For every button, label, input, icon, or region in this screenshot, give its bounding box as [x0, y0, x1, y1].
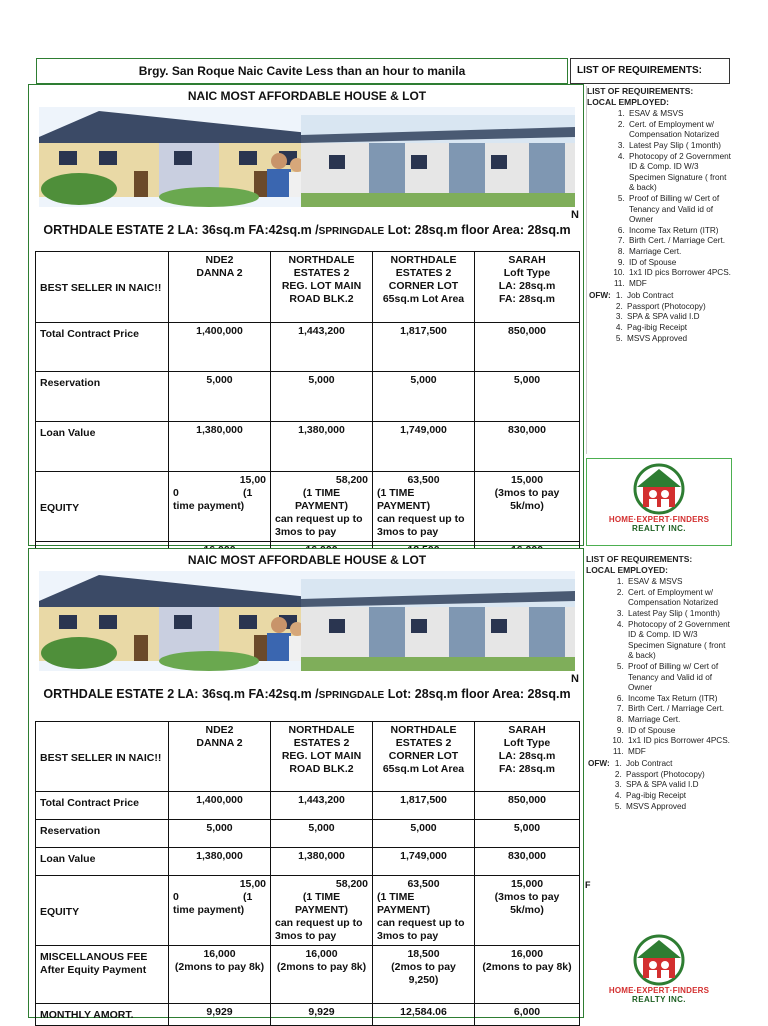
list-item: 6. Income Tax Return (ITR): [627, 226, 732, 237]
cell-value: 1,380,000: [271, 422, 373, 472]
house-photo: [39, 107, 575, 207]
list-item: 9. ID of Spouse: [626, 726, 732, 737]
list-item: 10. 1x1 ID pics Borrower 4PCS.: [627, 268, 732, 279]
best-seller-label: BEST SELLER IN NAIC!!: [36, 722, 169, 792]
col-header-danna: NDE2 DANNA 2: [169, 252, 271, 323]
list-item: 4. Pag-ibig Receipt: [624, 791, 705, 802]
cell-value: 5,000: [475, 372, 580, 422]
house-photo: [39, 571, 575, 671]
flyer-top: [28, 84, 584, 546]
row-label: Reservation: [36, 372, 169, 422]
price-table: [35, 251, 580, 563]
col-header-northdale-corner: NORTHDALE ESTATES 2 CORNER LOT 65sq.m Lot Area: [373, 252, 475, 323]
list-item: 8. Marriage Cert.: [626, 715, 732, 726]
requirements-panel: [586, 86, 732, 454]
logo-company-sub: REALTY INC.: [632, 524, 686, 533]
cell-value: 9,929: [271, 1004, 373, 1026]
cell-value: 850,000: [475, 792, 580, 820]
list-item: 3. SPA & SPA valid I.D: [625, 312, 706, 323]
photo-edge-letter: N: [571, 209, 579, 221]
price-table: [35, 721, 580, 1026]
list-item: 8. Marriage Cert.: [627, 247, 732, 258]
row-label: Loan Value: [36, 848, 169, 876]
cell-value: 5,000: [169, 820, 271, 848]
estate-spec-line: ORTHDALE ESTATE 2 LA: 36sq.m FA:42sq.m /SPRINGDALE Lot: 28sq.m floor Area: 28sq.m: [43, 223, 571, 237]
cell-value: 830,000: [475, 422, 580, 472]
list-item: 3. Latest Pay Slip ( 1month): [627, 141, 732, 152]
table-row: [36, 472, 580, 542]
ofw-label: OFW:: [589, 291, 611, 301]
row-label: Total Contract Price: [36, 323, 169, 372]
local-employed-title: LOCAL EMPLOYED:: [586, 564, 669, 575]
list-item: 7. Birth Cert. / Marriage Cert.: [627, 236, 732, 247]
cell-value: 830,000: [475, 848, 580, 876]
cell-value: 5,000: [373, 372, 475, 422]
ofw-section: [586, 759, 732, 812]
ofw-requirements-list: [625, 291, 706, 344]
ofw-section: [587, 291, 732, 344]
cell-value: 1,380,000: [169, 848, 271, 876]
list-item: 11. MDF: [626, 747, 732, 758]
list-item: 4. Pag-ibig Receipt: [625, 323, 706, 334]
cell-value: 1,380,000: [169, 422, 271, 472]
logo-company-name: HOME·EXPERT·FINDERS: [608, 986, 710, 995]
house-logo-icon: [627, 934, 691, 986]
list-item: 1. Job Contract: [624, 759, 705, 770]
cell-value: 58,200 (1 TIME PAYMENT) can request up to 3mos to pay: [271, 472, 373, 542]
table-row: [36, 848, 580, 876]
row-label: MISCELLANOUS FEE After Equity Payment: [36, 946, 169, 1004]
list-item: 10. 1x1 ID pics Borrower 4PCS.: [626, 736, 732, 747]
cell-value: 850,000: [475, 323, 580, 372]
table-row: [36, 1004, 580, 1026]
cell-value: 18,500 (2mos to pay 9,250): [373, 946, 475, 1004]
cell-value: 1,749,000: [373, 848, 475, 876]
cell-value: 1,443,200: [271, 792, 373, 820]
row-label: EQUITY: [36, 472, 169, 542]
row-label: EQUITY: [36, 876, 169, 946]
local-requirements-list: [626, 577, 732, 757]
cell-value: 5,000: [169, 372, 271, 422]
cell-value: 1,380,000: [271, 848, 373, 876]
requirements-title: LIST OF REQUIREMENTS:: [587, 86, 694, 96]
cell-value: 63,500 (1 TIME PAYMENT) can request up to 3mos to pay: [373, 472, 475, 542]
flyer-bottom: [28, 548, 584, 1021]
cell-value: 5,000: [475, 820, 580, 848]
row-label: Total Contract Price: [36, 792, 169, 820]
col-header-northdale-reg: NORTHDALE ESTATES 2 REG. LOT MAIN ROAD BLK.2: [271, 252, 373, 323]
list-item: 5. Proof of Billing w/ Cert of Tenancy and Valid id of Owner: [626, 662, 732, 694]
company-logo: [586, 458, 732, 546]
cell-value: 5,000: [373, 820, 475, 848]
logo-company-sub: REALTY INC.: [632, 995, 686, 1004]
list-item: 11. MDF: [627, 279, 732, 290]
list-item: 2. Cert. of Employment w/ Compensation Notarized: [627, 120, 732, 141]
cell-value: 6,000: [475, 1004, 580, 1026]
requirements-header-label: LIST OF REQUIREMENTS:: [570, 58, 730, 84]
cell-value: 12,584.06: [373, 1004, 475, 1026]
header-row: [36, 252, 580, 323]
logo-company-name: HOME·EXPERT·FINDERS: [608, 515, 710, 524]
edge-letter: F: [585, 880, 591, 890]
cell-value: 1,443,200: [271, 323, 373, 372]
cell-value: 1,400,000: [169, 323, 271, 372]
list-item: 4. Photocopy of 2 Government ID & Comp. ID W/3 Specimen Signature ( front & back): [627, 152, 732, 194]
house-logo-icon: [627, 463, 691, 515]
estate-spec-line: ORTHDALE ESTATE 2 LA: 36sq.m FA:42sq.m /SPRINGDALE Lot: 28sq.m floor Area: 28sq.m: [43, 687, 571, 701]
table-row: [36, 323, 580, 372]
list-item: 1. Job Contract: [625, 291, 706, 302]
list-item: 9. ID of Spouse: [627, 258, 732, 269]
list-item: 4. Photocopy of 2 Government ID & Comp. ID W/3 Specimen Signature ( front & back): [626, 620, 732, 662]
list-item: 5. Proof of Billing w/ Cert of Tenancy and Valid id of Owner: [627, 194, 732, 226]
table-row: [36, 820, 580, 848]
row-label: MONTHLY AMORT.: [36, 1004, 169, 1026]
cell-value: 15,00 0 (1 time payment): [169, 876, 271, 946]
cell-value: 58,200 (1 TIME PAYMENT) can request up to 3mos to pay: [271, 876, 373, 946]
cell-value: 15,000 (3mos to pay 5k/mo): [475, 876, 580, 946]
list-item: 3. SPA & SPA valid I.D: [624, 780, 705, 791]
company-logo: [586, 930, 732, 1012]
cell-value: 5,000: [271, 372, 373, 422]
col-header-sarah: SARAH Loft Type LA: 28sq.m FA: 28sq.m: [475, 722, 580, 792]
table-row: [36, 372, 580, 422]
cell-value: 15,000 (3mos to pay 5k/mo): [475, 472, 580, 542]
cell-value: 63,500 (1 TIME PAYMENT) can request up to 3mos to pay: [373, 876, 475, 946]
cell-value: 5,000: [271, 820, 373, 848]
cell-value: 1,749,000: [373, 422, 475, 472]
requirements-panel: [586, 554, 732, 926]
col-header-northdale-reg: NORTHDALE ESTATES 2 REG. LOT MAIN ROAD BLK.2: [271, 722, 373, 792]
list-item: 3. Latest Pay Slip ( 1month): [626, 609, 732, 620]
list-item: 2. Passport (Photocopy): [624, 770, 705, 781]
cell-value: 1,817,500: [373, 323, 475, 372]
table-row: [36, 946, 580, 1004]
list-item: 2. Passport (Photocopy): [625, 302, 706, 313]
list-item: 6. Income Tax Return (ITR): [626, 694, 732, 705]
ofw-requirements-list: [624, 759, 705, 812]
list-item: 7. Birth Cert. / Marriage Cert.: [626, 704, 732, 715]
col-header-northdale-corner: NORTHDALE ESTATES 2 CORNER LOT 65sq.m Lot Area: [373, 722, 475, 792]
cell-value: 15,00 0 (1 time payment): [169, 472, 271, 542]
list-item: 5. MSVS Approved: [625, 334, 706, 345]
flyer-title: NAIC MOST AFFORDABLE HOUSE & LOT: [187, 89, 427, 103]
row-label: Reservation: [36, 820, 169, 848]
col-header-sarah: SARAH Loft Type LA: 28sq.m FA: 28sq.m: [475, 252, 580, 323]
ofw-label: OFW:: [588, 759, 610, 769]
cell-value: 16,000 (2mons to pay 8k): [271, 946, 373, 1004]
local-employed-title: LOCAL EMPLOYED:: [587, 96, 670, 107]
table-row: [36, 792, 580, 820]
list-item: 1. ESAV & MSVS: [626, 577, 732, 588]
cell-value: 16,000 (2mons to pay 8k): [169, 946, 271, 1004]
flyer-title: NAIC MOST AFFORDABLE HOUSE & LOT: [187, 553, 427, 567]
local-requirements-list: [627, 109, 732, 289]
cell-value: 1,817,500: [373, 792, 475, 820]
location-banner: Brgy. San Roque Naic Cavite Less than an hour to manila: [36, 58, 568, 84]
list-item: 5. MSVS Approved: [624, 802, 705, 813]
cell-value: 16,000 (2mons to pay 8k): [475, 946, 580, 1004]
table-row: [36, 876, 580, 946]
row-label: Loan Value: [36, 422, 169, 472]
cell-value: 9,929: [169, 1004, 271, 1026]
col-header-danna: NDE2 DANNA 2: [169, 722, 271, 792]
list-item: 2. Cert. of Employment w/ Compensation Notarized: [626, 588, 732, 609]
header-row: [36, 722, 580, 792]
cell-value: 1,400,000: [169, 792, 271, 820]
table-row: [36, 422, 580, 472]
requirements-title: LIST OF REQUIREMENTS:: [586, 554, 693, 564]
list-item: 1. ESAV & MSVS: [627, 109, 732, 120]
best-seller-label: BEST SELLER IN NAIC!!: [36, 252, 169, 323]
photo-edge-letter: N: [571, 673, 579, 685]
